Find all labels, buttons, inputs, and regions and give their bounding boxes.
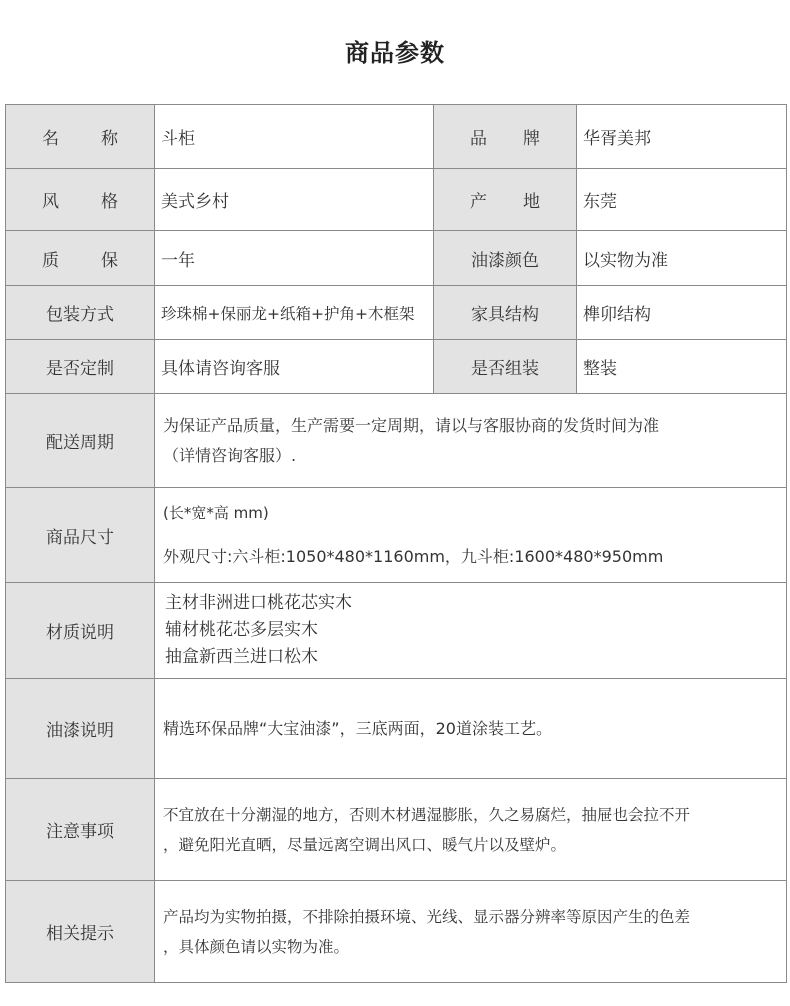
label-origin-char2: 地 bbox=[523, 192, 540, 212]
label-origin bbox=[434, 169, 577, 231]
label-brand-char2: 牌 bbox=[523, 129, 540, 149]
value-warranty: 一年 bbox=[155, 231, 434, 286]
page-title: 商品参数 bbox=[345, 39, 445, 67]
delivery-line-2: （详情咨询客服）. bbox=[163, 445, 297, 465]
material-line-2: 辅材桃花芯多层实木 bbox=[165, 620, 318, 640]
label-size: 商品尺寸 bbox=[6, 488, 155, 583]
tips-line-1: 产品均为实物拍摄，不排除拍摄环境、光线、显示器分辨率等原因产生的色差 bbox=[163, 907, 691, 926]
label-material: 材质说明 bbox=[6, 583, 155, 679]
value-packaging: 珍珠棉+保丽龙+纸箱+护角+木框架 bbox=[155, 286, 434, 340]
notes-line-1: 不宜放在十分潮湿的地方，否则木材遇湿膨胀，久之易腐烂，抽屉也会拉不开 bbox=[163, 805, 691, 824]
value-brand: 华胥美邦 bbox=[577, 105, 787, 169]
material-line-1: 主材非洲进口桃花芯实木 bbox=[165, 593, 352, 613]
value-style: 美式乡村 bbox=[155, 169, 434, 231]
label-style bbox=[6, 169, 155, 231]
label-delivery: 配送周期 bbox=[6, 394, 155, 488]
label-brand-char1: 品 bbox=[470, 129, 487, 149]
tips-line-2: ，具体颜色请以实物为准。 bbox=[163, 937, 350, 956]
value-custom: 具体请咨询客服 bbox=[155, 340, 434, 394]
label-style-char1: 风 bbox=[42, 192, 59, 212]
value-tips bbox=[155, 881, 787, 983]
label-name-char2: 称 bbox=[101, 129, 118, 149]
value-paint-color: 以实物为准 bbox=[577, 231, 787, 286]
label-warranty-char1: 质 bbox=[42, 250, 59, 271]
label-name bbox=[6, 105, 155, 169]
paint-line-1: 精选环保品牌“大宝油漆”，三底两面，20道涂装工艺。 bbox=[163, 718, 552, 738]
value-delivery bbox=[155, 394, 787, 488]
size-dimensions: 外观尺寸:六斗柜:1050*480*1160mm，九斗柜:1600*480*950mm bbox=[163, 547, 664, 566]
label-structure: 家具结构 bbox=[434, 286, 577, 340]
label-paint: 油漆说明 bbox=[6, 679, 155, 779]
value-structure: 榫卯结构 bbox=[577, 286, 787, 340]
size-units: (长*宽*高 mm) bbox=[163, 504, 269, 522]
value-notes bbox=[155, 779, 787, 881]
value-paint bbox=[155, 679, 787, 779]
label-style-char2: 格 bbox=[101, 192, 118, 212]
label-packaging: 包装方式 bbox=[6, 286, 155, 340]
value-origin: 东莞 bbox=[577, 169, 787, 231]
material-line-3: 抽盒新西兰进口松木 bbox=[165, 647, 318, 667]
label-paint-color: 油漆颜色 bbox=[434, 231, 577, 286]
label-name-char1: 名 bbox=[42, 129, 59, 149]
label-origin-char1: 产 bbox=[470, 192, 487, 212]
value-material bbox=[155, 583, 787, 679]
label-brand bbox=[434, 105, 577, 169]
value-name: 斗柜 bbox=[155, 105, 434, 169]
label-warranty-char2: 保 bbox=[101, 250, 118, 271]
label-custom: 是否定制 bbox=[6, 340, 155, 394]
label-assembly: 是否组装 bbox=[434, 340, 577, 394]
value-size bbox=[155, 488, 787, 583]
spec-table bbox=[5, 104, 787, 983]
label-notes: 注意事项 bbox=[6, 779, 155, 881]
label-tips: 相关提示 bbox=[6, 881, 155, 983]
value-assembly: 整装 bbox=[577, 340, 787, 394]
label-warranty bbox=[6, 231, 155, 286]
notes-line-2: ，避免阳光直晒，尽量远离空调出风口、暖气片以及壁炉。 bbox=[163, 835, 567, 854]
delivery-line-1: 为保证产品质量，生产需要一定周期，请以与客服协商的发货时间为准 bbox=[163, 415, 660, 435]
